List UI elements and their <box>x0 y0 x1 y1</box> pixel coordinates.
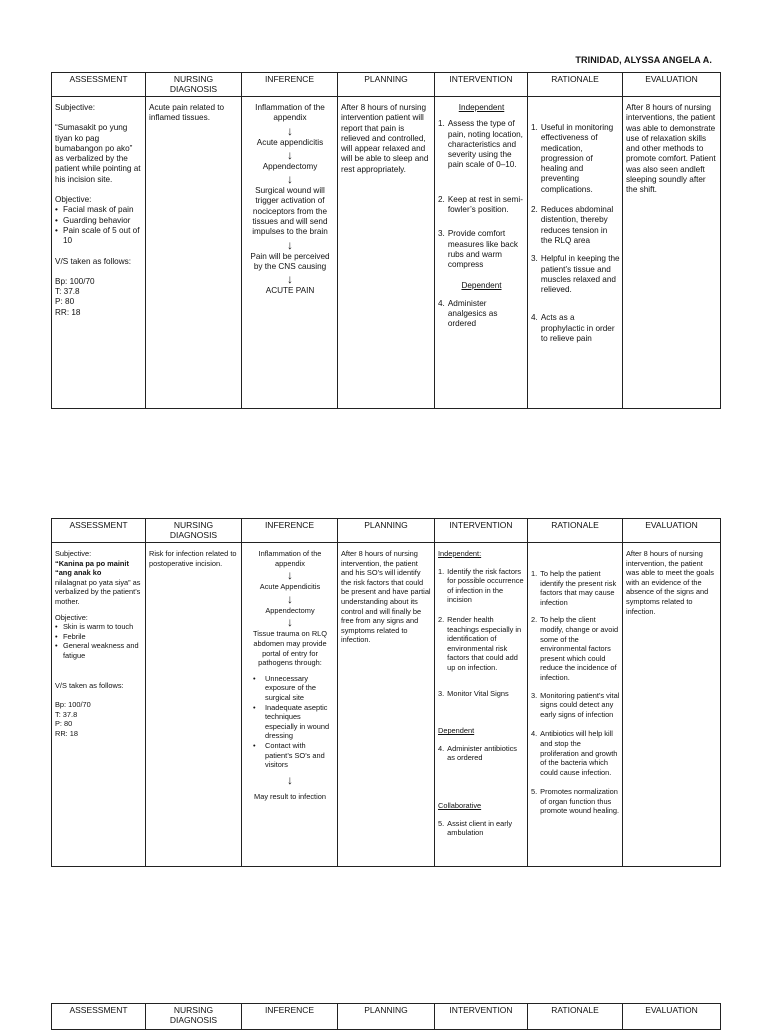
inference-step: May result to infection <box>254 791 326 801</box>
header-evaluation: EVALUATION <box>623 519 721 543</box>
inference-step: Surgical wound will trigger activation of nociceptors from the tissues and will send impulses to the brain <box>252 186 328 237</box>
dependent-label: Dependent <box>438 726 475 736</box>
evaluation-text: After 8 hours of nursing interventions, the patient was able to demonstrate use of relaxation skills and other methods to promote comfort. Patient was also seen andleft sleeping soundly after the shift. <box>626 103 716 195</box>
subjective-label: Subjective: <box>55 103 96 112</box>
intervention-item: 5. Assist client in early ambulation <box>438 818 513 838</box>
subjective-label: Subjective: <box>55 549 92 558</box>
objective-item: • Facial mask of pain <box>55 205 134 215</box>
vs-temp: T: 37.8 <box>55 709 78 719</box>
down-arrow-icon: ↓ <box>287 123 293 138</box>
intervention-item: 1. Identify the risk factors for possible occurrence of infection in the incision <box>438 566 524 605</box>
objective-item: • Skin is warm to touch <box>55 622 134 632</box>
header-nursing-diagnosis: NURSING DIAGNOSIS <box>146 73 242 97</box>
vs-bp: Bp: 100/70 <box>55 276 95 286</box>
objective-label: Objective: <box>55 195 92 205</box>
header-inference: INFERENCE <box>242 1004 338 1030</box>
rationale-item: 3. Monitoring patient’s vital signs could detect any early signs of infection <box>531 690 620 719</box>
evaluation-cell <box>623 97 721 409</box>
objective-list <box>55 205 143 246</box>
vs-label: V/S taken as follows: <box>55 256 131 266</box>
intervention-item: 4. Administer antibiotics as ordered <box>438 743 518 763</box>
header-nursing-diagnosis: NURSING DIAGNOSIS <box>146 1004 242 1030</box>
intervention-cell <box>435 97 528 409</box>
header-evaluation: EVALUATION <box>623 73 721 97</box>
rationale-item: 2. Reduces abdominal distention, thereby reduces tension in the RLQ area <box>531 205 614 245</box>
rationale-item: 1. Useful in monitoring effectiveness of medication, progression of healing and preventing complications. <box>531 123 614 194</box>
intervention-item: 2. Keep at rest in semi-fowler’s position. <box>438 194 523 215</box>
inference-step: Appendectomy <box>262 161 318 171</box>
intervention-item: 4. Administer analgesics as ordered <box>438 298 498 329</box>
inference-cell <box>242 543 338 867</box>
content-row <box>52 97 721 409</box>
objective-item: • Pain scale of 5 out of 10 <box>55 225 140 246</box>
header-planning: PLANNING <box>338 1004 435 1030</box>
independent-label: Independent: <box>438 549 482 558</box>
planning-text: After 8 hours of nursing intervention, the patient and his SO’s will identify the risk factors that could be present and have partial understanding about its control and will finally be free from any signs and symptoms related to infection. <box>341 549 431 645</box>
rationale-item: 2. To help the client modify, change or avoid some of the environmental factors present which could reduce the incidence of infection. <box>531 615 619 682</box>
header-nursing-diagnosis: NURSING DIAGNOSIS <box>146 519 242 543</box>
vs-temp: T: 37.8 <box>55 287 80 297</box>
rationale-item: 3. Helpful in keeping the patient’s tissue and muscles relaxed and relieved. <box>531 254 620 295</box>
inference-step: Pain will be perceived by the CNS causing <box>250 251 330 271</box>
planning-cell <box>338 97 435 409</box>
down-arrow-icon: ↓ <box>287 172 293 187</box>
inference-cell <box>242 97 338 409</box>
rationale-item: 4. Antibiotics will help kill and stop the proliferation and growth of the bacteria which could cause infection. <box>531 729 618 777</box>
evaluation-text: After 8 hours of nursing intervention, the patient was able to meet the goals with an evidence of the absence of the signs and symptoms related to infection. <box>626 549 714 616</box>
header-planning: PLANNING <box>338 519 435 543</box>
care-plan-table-risk-infection <box>51 518 721 867</box>
subjective-quote-source: nilalagnat po yata siya” as verbalized by the patient’s mother. <box>55 577 141 606</box>
inference-step: Inflammation of the appendix <box>255 103 325 123</box>
nursing-diagnosis-text: Risk for infection related to postoperative incision. <box>149 549 237 568</box>
header-row <box>52 519 721 543</box>
inference-step: Appendectomy <box>265 605 315 615</box>
objective-item: • Guarding behavior <box>55 215 131 225</box>
diagnosis-cell <box>146 543 242 867</box>
author-name: TRINIDAD, ALYSSA ANGELA A. <box>575 55 712 65</box>
vs-rr: RR: 18 <box>55 728 79 738</box>
header-inference: INFERENCE <box>242 519 338 543</box>
inference-step: Inflammation of the appendix <box>258 549 322 568</box>
header-assessment: ASSESSMENT <box>52 73 146 97</box>
subjective-quote: “Kanina pa po mainit “ang anak ko <box>55 558 129 578</box>
header-intervention: INTERVENTION <box>435 73 528 97</box>
subjective-quote: “Sumasakit po yung tiyan ko pag bumabangon po ako” <box>55 123 133 153</box>
down-arrow-icon: ↓ <box>287 147 293 162</box>
care-plan-table-acute-pain <box>51 72 721 409</box>
inference-step: Acute Appendicitis <box>259 582 321 592</box>
header-rationale: RATIONALE <box>528 519 623 543</box>
header-assessment: ASSESSMENT <box>52 519 146 543</box>
subjective-quote-source: as verbalized by the patient while pointing at his incision site. <box>55 154 141 184</box>
dependent-label: Dependent <box>461 280 502 290</box>
header-row <box>52 73 721 97</box>
content-row <box>52 543 721 867</box>
rationale-item: 5. Promotes normalization of organ function thus promote wound healing. <box>531 787 620 816</box>
down-arrow-icon: ↓ <box>287 272 293 287</box>
independent-label: Independent <box>458 103 505 112</box>
header-intervention: INTERVENTION <box>435 519 528 543</box>
down-arrow-icon: ↓ <box>287 615 293 630</box>
rationale-cell <box>528 543 623 867</box>
header-rationale: RATIONALE <box>528 1004 623 1030</box>
objective-list <box>55 622 143 660</box>
down-arrow-icon: ↓ <box>287 237 293 252</box>
objective-item: • Febrile <box>55 631 86 641</box>
collaborative-label: Collaborative <box>438 800 482 810</box>
objective-label: Objective: <box>55 612 88 622</box>
portal-item: • Inadequate aseptic techniques especially in wound dressing <box>253 702 330 741</box>
inference-step: Acute appendicitis <box>256 137 324 147</box>
portal-item: • Contact with patient’s SO’s and visitors <box>253 740 325 770</box>
header-rationale: RATIONALE <box>528 73 623 97</box>
assessment-cell <box>52 543 146 867</box>
header-intervention: INTERVENTION <box>435 1004 528 1030</box>
rationale-item: 4. Acts as a prophylactic in order to relieve pain <box>531 313 615 344</box>
intervention-item: 3. Provide comfort measures like back rubs and warm compress <box>438 229 518 270</box>
header-row <box>52 1004 721 1030</box>
objective-item: • General weakness and fatigue <box>55 641 139 660</box>
rationale-cell <box>528 97 623 409</box>
intervention-item: 3. Monitor Vital Signs <box>438 688 509 698</box>
inference-step: ACUTE PAIN <box>265 286 315 296</box>
care-plan-table-partial <box>51 1003 721 1030</box>
vs-rr: RR: 18 <box>55 307 81 317</box>
intervention-cell <box>435 543 528 867</box>
down-arrow-icon: ↓ <box>287 591 293 606</box>
diagnosis-cell <box>146 97 242 409</box>
assessment-cell <box>52 97 146 409</box>
inference-step: Tissue trauma on RLQ abdomen may provide portal of entry for pathogens through: <box>252 629 328 668</box>
vs-pulse: P: 80 <box>55 297 75 307</box>
evaluation-cell <box>623 543 721 867</box>
header-inference: INFERENCE <box>242 73 338 97</box>
vs-label: V/S taken as follows: <box>55 680 124 690</box>
header-planning: PLANNING <box>338 73 435 97</box>
portal-item: • Unnecessary exposure of the surgical site <box>253 673 316 702</box>
down-arrow-icon: ↓ <box>287 772 293 787</box>
vs-bp: Bp: 100/70 <box>55 700 91 710</box>
planning-text: After 8 hours of nursing intervention patient will report that pain is relieved and controlled, will appear relaxed and will be able to sleep and rest appropriately. <box>341 103 429 174</box>
header-evaluation: EVALUATION <box>623 1004 721 1030</box>
vs-pulse: P: 80 <box>55 719 73 729</box>
rationale-item: 1. To help the patient identify the present risk factors that may cause infection <box>531 569 617 607</box>
intervention-item: 2. Render health teachings especially in identification of environmental risk factors that could add up on infection. <box>438 614 522 672</box>
intervention-item: 1. Assess the type of pain, noting location, characteristics and severity using the pain scale of 0–10. <box>438 119 523 170</box>
nursing-diagnosis-text: Acute pain related to inflamed tissues. <box>149 103 225 123</box>
header-assessment: ASSESSMENT <box>52 1004 146 1030</box>
planning-cell <box>338 543 435 867</box>
down-arrow-icon: ↓ <box>287 568 293 583</box>
inference-portal-list <box>245 674 335 770</box>
